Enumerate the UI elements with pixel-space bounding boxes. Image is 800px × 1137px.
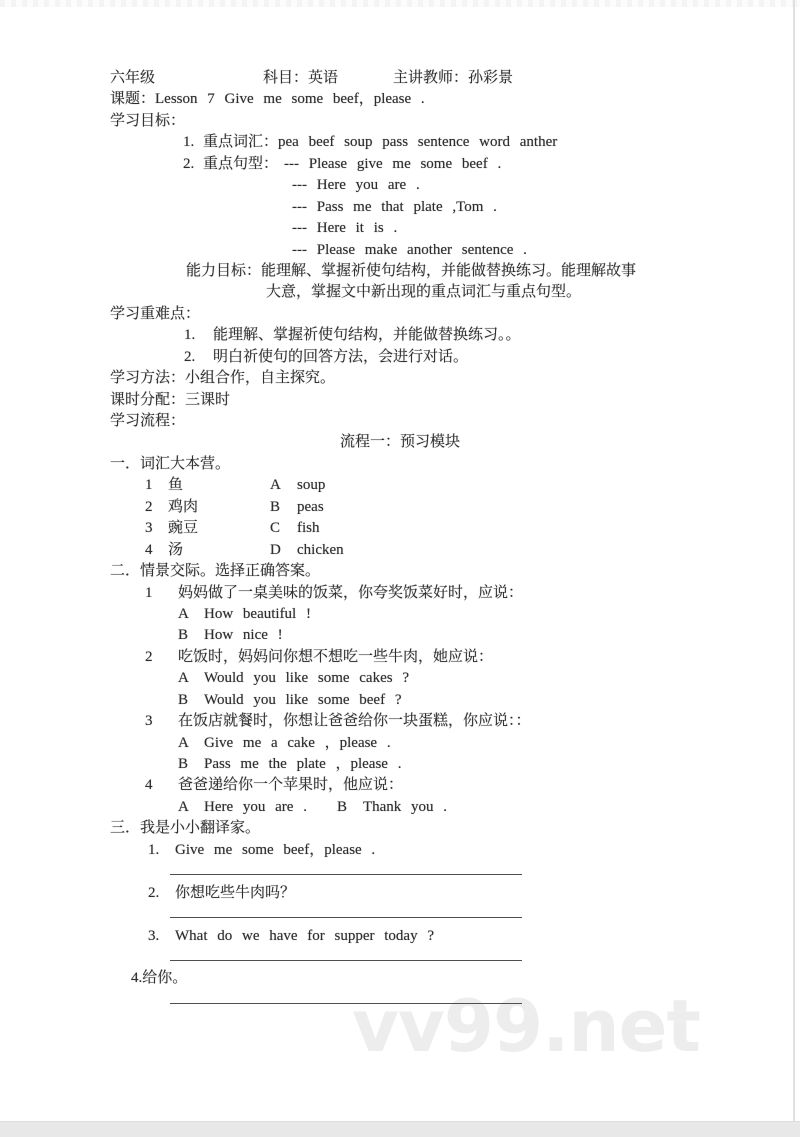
goal-item-label: 重点句型：	[203, 155, 279, 172]
method-line: 学习方法：小组合作，自主探究。	[110, 370, 336, 387]
key-point-item	[110, 347, 800, 368]
answer-row	[110, 904, 800, 925]
key-point-text: 能理解、掌握祈使句结构，并能做替换练习。。	[213, 327, 521, 344]
key-point-number: 1.	[184, 327, 196, 344]
translation-number: 4.	[131, 970, 143, 987]
goal-item-text: --- Please give me some beef .	[284, 155, 502, 172]
question-number: 2	[145, 648, 153, 665]
option-line	[110, 668, 800, 689]
vocab-chinese: 汤	[168, 541, 184, 558]
vocab-chinese: 鱼	[168, 477, 184, 494]
watermark: vv99.net	[352, 984, 700, 1068]
option-line	[110, 604, 800, 625]
flow-line: 学习流程：	[110, 413, 186, 429]
vocab-number: 2	[145, 498, 153, 515]
question-text: 吃饭时，妈妈问你想不想吃一些牛肉，她应说：	[178, 648, 494, 665]
option-line	[110, 733, 800, 754]
option-text: How beautiful !	[204, 605, 311, 622]
question-line	[110, 775, 800, 796]
grade-label: 六年级	[110, 70, 156, 86]
goal-item-number: 2.	[183, 155, 195, 172]
dialog-heading: 二．情景交际。选择正确答案。	[110, 563, 321, 580]
answer-underline	[170, 960, 522, 961]
option-letter: B	[178, 691, 189, 708]
option-letter: B	[336, 798, 347, 815]
answer-underline	[170, 1003, 522, 1004]
option-letter: A	[178, 670, 189, 687]
option-line	[110, 690, 800, 711]
option-text: How nice !	[204, 627, 283, 644]
vocab-chinese: 豌豆	[168, 520, 199, 537]
key-points-heading: 学习重难点：	[110, 305, 201, 322]
translation-number: 2.	[148, 884, 160, 901]
vocab-row	[110, 540, 800, 561]
vocab-letter: C	[270, 520, 281, 537]
translation-text: 你想吃些牛肉吗？	[175, 884, 296, 901]
document-header	[110, 68, 800, 89]
vocab-english: peas	[297, 498, 324, 515]
vocab-english: soup	[297, 477, 326, 494]
question-number: 1	[145, 584, 153, 601]
sentence-pattern: --- Here you are .	[292, 177, 420, 194]
key-point-item	[110, 325, 800, 346]
answer-underline	[170, 917, 522, 918]
key-point-text: 明白祈使句的回答方法，会进行对话。	[213, 348, 469, 365]
translation-number: 1.	[148, 841, 160, 858]
question-line	[110, 711, 800, 732]
translation-text: What do we have for supper today ?	[175, 927, 435, 944]
option-text: Would you like some cakes ?	[204, 670, 409, 687]
vocab-chinese: 鸡肉	[168, 498, 199, 515]
goal-item-number: 1.	[183, 134, 195, 151]
question-text: 妈妈做了一桌美味的饭菜，你夸奖饭菜好时，应说：	[178, 584, 524, 601]
vocab-number: 1	[145, 477, 153, 494]
ability-goal-line-2: 大意，掌握文中新出现的重点词汇与重点句型。	[266, 284, 582, 301]
vocab-row	[110, 475, 800, 496]
sentence-pattern: --- Please make another sentence .	[292, 241, 527, 258]
schedule-line: 课时分配：三课时	[110, 391, 231, 408]
vocab-row	[110, 518, 800, 539]
sentence-pattern: --- Here it is .	[292, 220, 398, 237]
question-number: 3	[145, 713, 153, 730]
answer-underline	[170, 874, 522, 875]
option-text: Pass me the plate ，please .	[204, 756, 402, 772]
option-line	[110, 625, 800, 646]
goals-heading: 学习目标：	[110, 112, 186, 129]
goal-item-vocabulary	[110, 132, 800, 153]
vocab-letter: D	[270, 541, 281, 558]
answer-row	[110, 990, 800, 1011]
option-letter: A	[178, 605, 189, 622]
translation-text: 给你。	[142, 970, 188, 987]
goal-item-patterns	[110, 154, 800, 175]
goal-item-text: 重点词汇：pea beef soup pass sentence word anther	[203, 134, 558, 151]
answer-row	[110, 861, 800, 882]
vocab-heading: 一．词汇大本营。	[110, 455, 231, 472]
vocab-row	[110, 497, 800, 518]
subject-label: 科目：英语	[263, 70, 339, 86]
translation-item	[110, 840, 800, 861]
ability-goal-line-1: 能力目标：能理解、掌握祈使句结构，并能做替换练习。能理解故事	[186, 262, 637, 279]
vocab-number: 4	[145, 541, 153, 558]
option-text: Thank you .	[362, 798, 448, 815]
translation-item	[110, 968, 800, 989]
question-line	[110, 583, 800, 604]
option-letter: B	[178, 756, 189, 772]
topic-line: 课题：Lesson 7 Give me some beef，please .	[110, 91, 425, 108]
option-letter: A	[178, 798, 189, 815]
translation-heading: 三．我是小小翻译家。	[110, 820, 261, 837]
question-number: 4	[145, 777, 153, 794]
question-text: 爸爸递给你一个苹果时，他应说：	[178, 777, 404, 794]
translation-number: 3.	[148, 927, 160, 944]
question-text: 在饭店就餐时，你想让爸爸给你一块蛋糕，你应说：：	[178, 713, 531, 730]
option-text: Here you are .	[204, 798, 307, 815]
translation-item	[110, 883, 800, 904]
sentence-pattern: --- Pass me that plate ,Tom .	[292, 198, 497, 215]
vocab-number: 3	[145, 520, 153, 537]
key-point-number: 2.	[184, 348, 196, 365]
teacher-label: 主讲教师：孙彩景	[393, 70, 514, 86]
option-letter: A	[178, 734, 189, 751]
option-text: Would you like some beef ?	[204, 691, 402, 708]
option-letter: B	[178, 627, 189, 644]
answer-row	[110, 947, 800, 968]
vocab-letter: A	[270, 477, 281, 494]
translation-text: Give me some beef，please .	[175, 841, 376, 858]
vocab-letter: B	[270, 498, 281, 515]
vocab-english: fish	[297, 520, 320, 537]
option-text: Give me a cake ，please .	[204, 734, 391, 751]
vocab-english: chicken	[297, 541, 344, 558]
translation-item	[110, 926, 800, 947]
module-title: 流程一：预习模块	[339, 434, 460, 451]
question-line	[110, 647, 800, 668]
option-line-inline	[110, 797, 800, 818]
option-line	[110, 754, 800, 775]
